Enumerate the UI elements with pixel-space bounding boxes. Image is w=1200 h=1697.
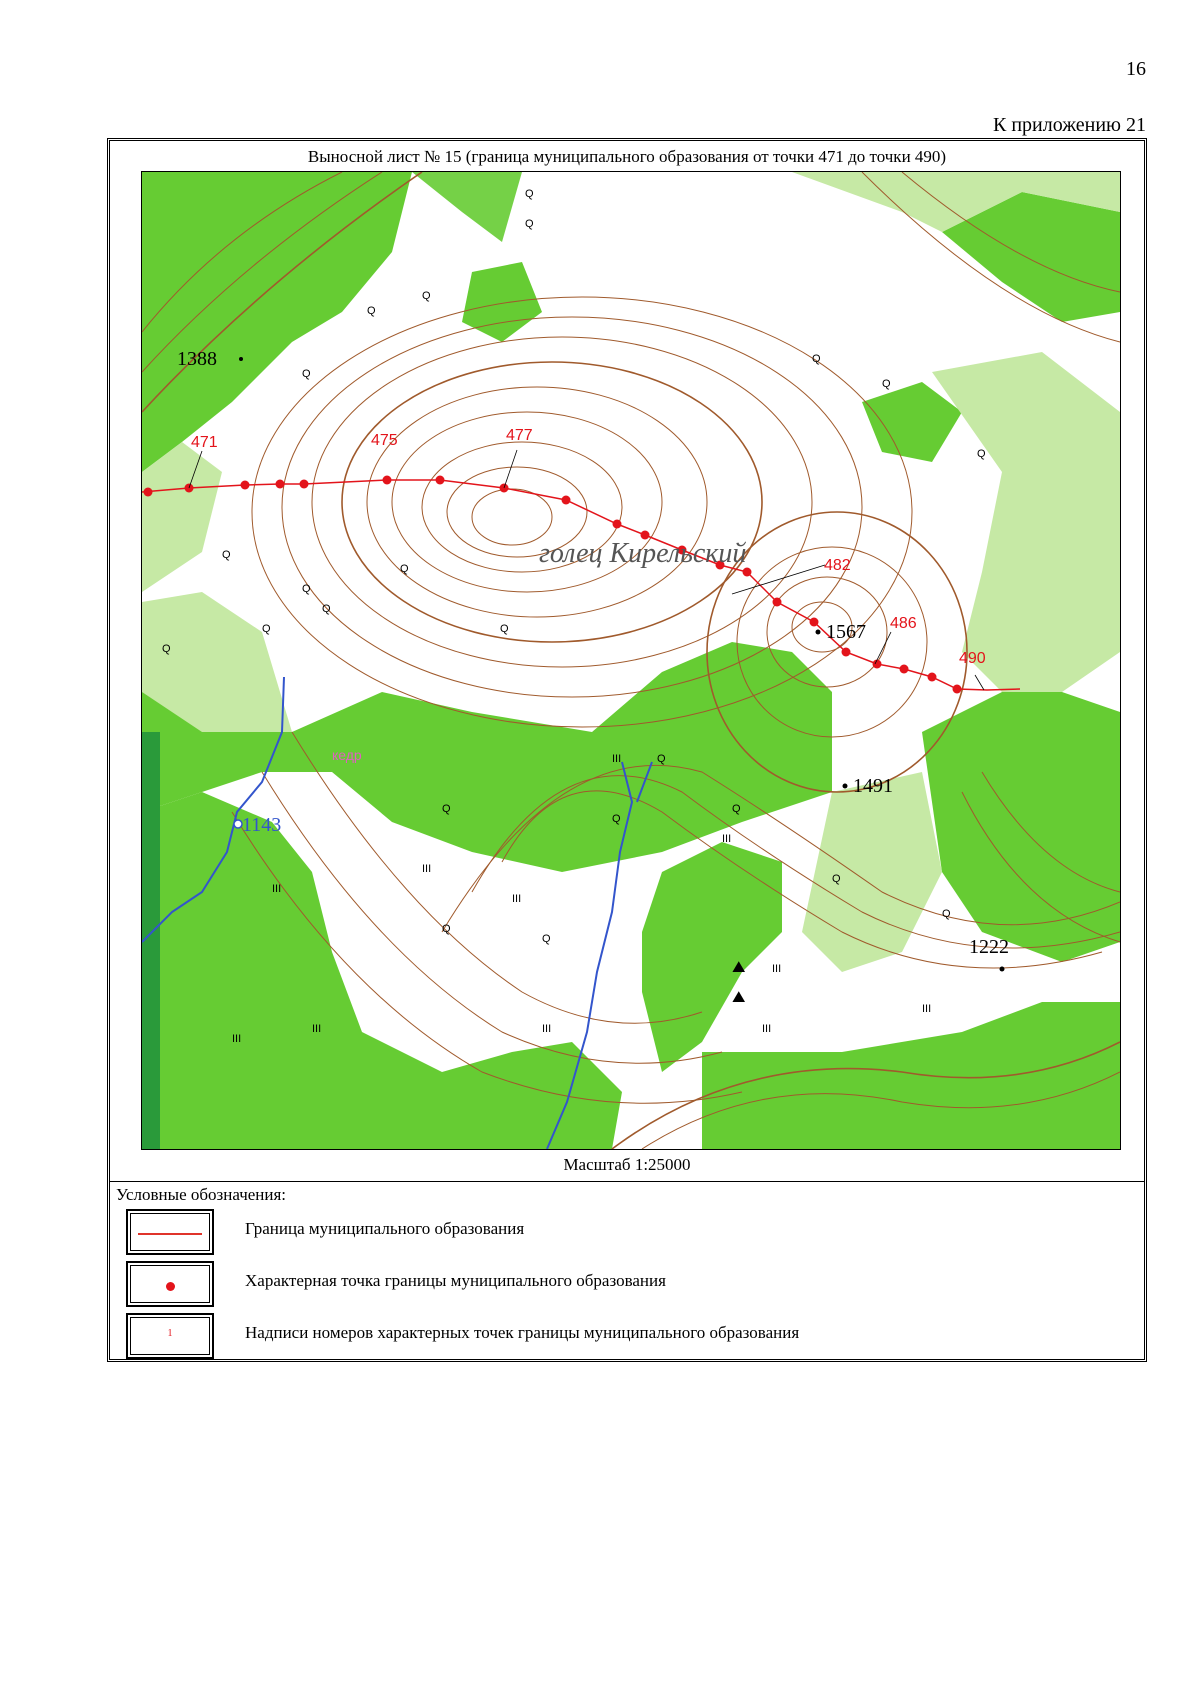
legend-symbol-boundary-line [126, 1209, 214, 1255]
svg-text:Q: Q [302, 583, 311, 595]
forest-label: кедр [332, 747, 362, 763]
svg-text:III: III [542, 1023, 552, 1035]
elevation-1491: 1491 [853, 775, 893, 797]
svg-text:Q: Q [400, 563, 409, 575]
legend-item-boundary [126, 1209, 1106, 1257]
boundary-point [300, 480, 309, 489]
svg-text:Q: Q [812, 353, 821, 365]
legend-item-point [126, 1261, 1106, 1309]
boundary-point [383, 476, 392, 485]
boundary-point [928, 673, 937, 682]
point-label-475: 475 [371, 432, 398, 449]
boundary-point [900, 665, 909, 674]
svg-text:Q: Q [262, 623, 271, 635]
svg-text:III: III [772, 963, 782, 975]
svg-text:Q: Q [882, 378, 891, 390]
boundary-point [144, 488, 153, 497]
svg-text:Q: Q [525, 188, 534, 200]
svg-text:⛰: ⛰ [732, 959, 746, 976]
point-label-482: 482 [824, 557, 851, 574]
svg-text:Q: Q [612, 813, 621, 825]
svg-text:III: III [762, 1023, 772, 1035]
svg-text:Q: Q [322, 603, 331, 615]
sheet-title: Выносной лист № 15 (граница муниципального образования от точки 471 до точки 490) [307, 147, 947, 166]
legend-label: Характерная точка границы муниципального образования [245, 1271, 666, 1290]
svg-text:Q: Q [500, 623, 509, 635]
svg-text:Q: Q [302, 368, 311, 380]
map-canvas [142, 172, 1120, 1149]
legend-label: Надписи номеров характерных точек границы муниципального образования [245, 1323, 800, 1342]
svg-text:III: III [612, 753, 622, 765]
svg-text:Q: Q [832, 873, 841, 885]
page-number: 16 [1126, 58, 1146, 80]
boundary-point [276, 480, 285, 489]
svg-text:Q: Q [442, 923, 451, 935]
point-label-490: 490 [959, 650, 986, 667]
svg-text:Q: Q [542, 933, 551, 945]
elevation-1143: 1143 [242, 814, 282, 836]
elevation-1567: 1567 [826, 621, 866, 643]
boundary-point [241, 481, 250, 490]
boundary-point [773, 598, 782, 607]
topographic-map [141, 171, 1121, 1150]
legend-sample-number: 1 [167, 1328, 173, 1339]
boundary-point [436, 476, 445, 485]
legend-divider [110, 1181, 1144, 1182]
boundary-point [842, 648, 851, 657]
svg-text:Q: Q [367, 305, 376, 317]
svg-text:Q: Q [442, 803, 451, 815]
elevation-1222: 1222 [969, 936, 1009, 958]
boundary-point [810, 618, 819, 627]
svg-text:Q: Q [977, 448, 986, 460]
svg-text:Q: Q [657, 753, 666, 765]
svg-text:III: III [232, 1033, 242, 1045]
legend-title: Условные обозначения: [116, 1185, 287, 1204]
svg-text:Q: Q [162, 643, 171, 655]
point-label-486: 486 [890, 615, 917, 632]
svg-text:Q: Q [222, 549, 231, 561]
svg-text:⛰: ⛰ [732, 989, 746, 1006]
svg-text:III: III [922, 1003, 932, 1015]
svg-text:III: III [722, 833, 732, 845]
appendix-label: К приложению 21 [992, 114, 1146, 136]
legend-symbol-point [126, 1261, 214, 1307]
legend-label: Граница муниципального образования [245, 1219, 525, 1238]
point-label-471: 471 [191, 434, 218, 451]
point-label-477: 477 [506, 427, 533, 444]
legend-symbol-number [126, 1313, 214, 1359]
svg-text:Q: Q [732, 803, 741, 815]
boundary-point [562, 496, 571, 505]
svg-text:III: III [422, 863, 432, 875]
boundary-point [953, 685, 962, 694]
svg-text:Q: Q [942, 908, 951, 920]
svg-text:III: III [272, 883, 282, 895]
legend-item-number [126, 1313, 1106, 1361]
map-scale: Масштаб 1:25000 [563, 1155, 691, 1174]
boundary-point [613, 520, 622, 529]
svg-text:III: III [312, 1023, 322, 1035]
svg-text:Q: Q [525, 218, 534, 230]
elevation-1388: 1388 [177, 348, 217, 370]
svg-text:III: III [512, 893, 522, 905]
place-name: голец Кирельский [539, 538, 747, 569]
svg-text:Q: Q [422, 290, 431, 302]
